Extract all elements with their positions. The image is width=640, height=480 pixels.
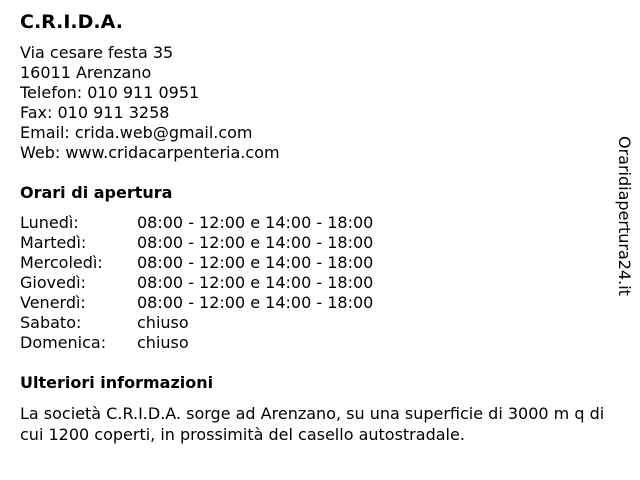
city-line: 16011 Arenzano bbox=[20, 63, 152, 82]
business-name: C.R.I.D.A. bbox=[20, 11, 123, 33]
contact-block bbox=[20, 43, 280, 163]
hours-day: Mercoledì: bbox=[20, 253, 103, 272]
hours-time: chiuso bbox=[137, 333, 189, 352]
address-line: Via cesare festa 35 bbox=[20, 43, 174, 62]
fax-line: Fax: 010 911 3258 bbox=[20, 103, 170, 122]
hours-time: chiuso bbox=[137, 313, 189, 332]
opening-hours-heading: Orari di apertura bbox=[20, 183, 173, 202]
business-description: La società C.R.I.D.A. sorge ad Arenzano, su una superficie di 3000 m q di cui 1200 coperti, in prossimità del casello autostradale. bbox=[20, 404, 605, 444]
site-watermark-text: Oraridiapertura24.it bbox=[615, 136, 634, 296]
hours-time: 08:00 - 12:00 e 14:00 - 18:00 bbox=[137, 233, 374, 252]
hours-day: Domenica: bbox=[20, 333, 107, 352]
site-watermark bbox=[613, 136, 635, 308]
hours-time: 08:00 - 12:00 e 14:00 - 18:00 bbox=[137, 213, 374, 232]
web-line: Web: www.cridacarpenteria.com bbox=[20, 143, 280, 162]
hours-time: 08:00 - 12:00 e 14:00 - 18:00 bbox=[137, 293, 374, 312]
email-line: Email: crida.web@gmail.com bbox=[20, 123, 253, 142]
hours-time: 08:00 - 12:00 e 14:00 - 18:00 bbox=[137, 253, 374, 272]
hours-day: Sabato: bbox=[20, 313, 82, 332]
hours-time: 08:00 - 12:00 e 14:00 - 18:00 bbox=[137, 273, 374, 292]
hours-day: Venerdì: bbox=[20, 293, 86, 312]
phone-line: Telefon: 010 911 0951 bbox=[20, 83, 200, 102]
hours-day: Giovedì: bbox=[20, 273, 86, 292]
additional-info-heading: Ulteriori informazioni bbox=[20, 373, 214, 392]
hours-day: Martedì: bbox=[20, 233, 87, 252]
hours-day: Lunedì: bbox=[20, 213, 79, 232]
